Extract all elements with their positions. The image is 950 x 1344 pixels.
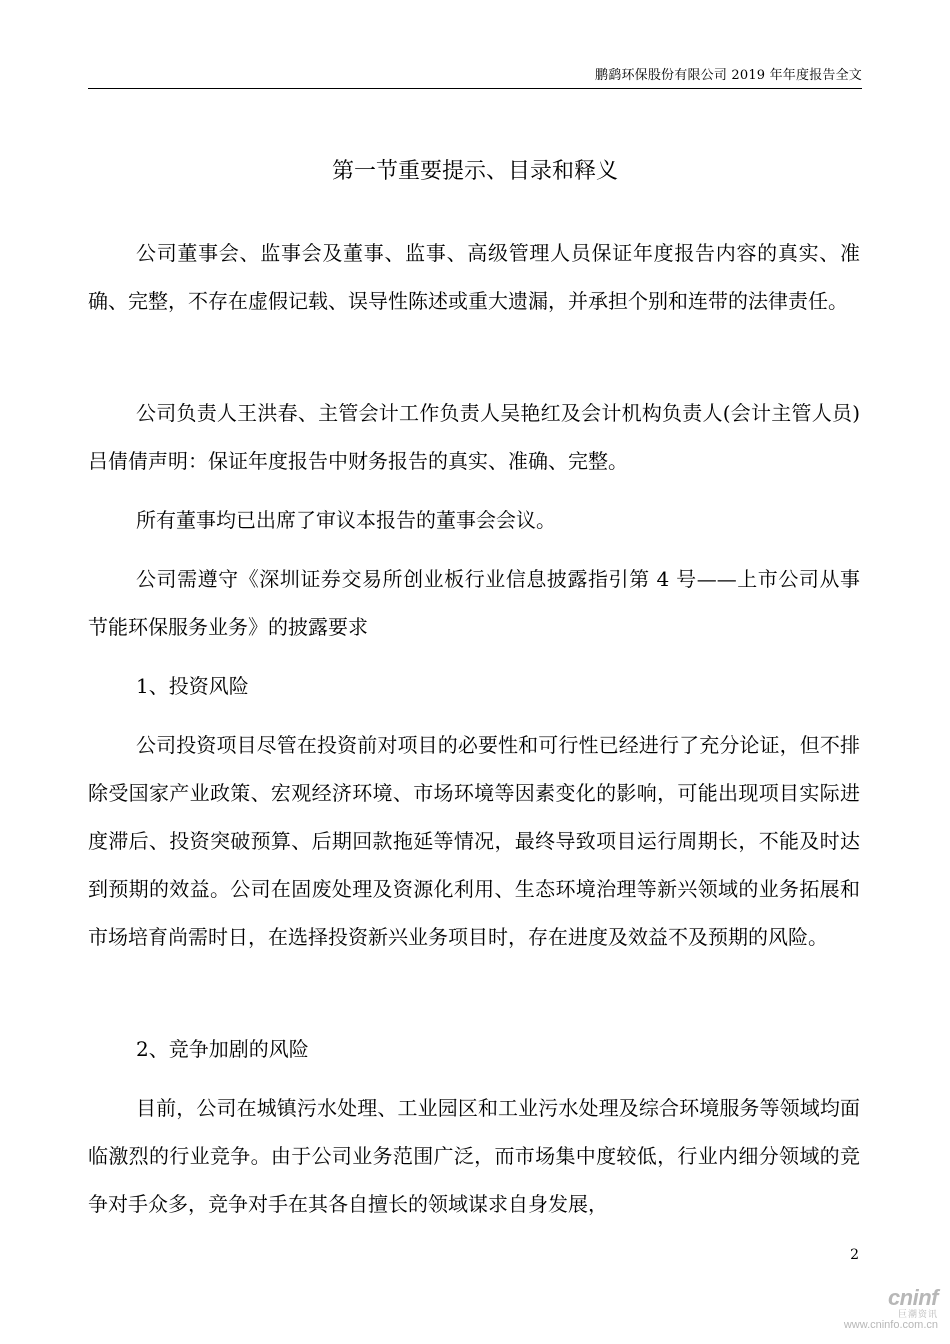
watermark-logo-subtitle: 巨潮资讯 (897, 1309, 938, 1319)
heading-investment-risk: 1、投资风险 (136, 674, 249, 698)
watermark-url: www.cninfo.com.cn (843, 1319, 938, 1331)
page-number: 2 (850, 1247, 859, 1263)
running-header: 鹏鹞环保股份有限公司 2019 年年度报告全文 (595, 68, 862, 83)
paragraph-competition-risk: 目前，公司在城镇污水处理、工业园区和工业污水处理及综合环境服务等领域均面临激烈的行业竞争。由于公司业务范围广泛，而市场集中度较低，行业内细分领域的竞争对手众多，竞争对手在其各自擅长的领域谋求自身发展， (88, 1096, 860, 1216)
cninfo-watermark (844, 1287, 938, 1332)
paragraph-statement: 公司负责人王洪春、主管会计工作负责人吴艳红及会计机构负责人(会计主管人员)吕倩倩声明：保证年度报告中财务报告的真实、准确、完整。 (88, 401, 860, 473)
heading-competition-risk: 2、竞争加剧的风险 (136, 1037, 309, 1061)
paragraph-investment-risk: 公司投资项目尽管在投资前对项目的必要性和可行性已经进行了充分论证，但不排除受国家产业政策、宏观经济环境、市场环境等因素变化的影响，可能出现项目实际进度滞后、投资突破预算、后期回款拖延等情况，最终导致项目运行周期长，不能及时达到预期的效益。公司在固废处理及资源化利用、生态环境治理等新兴领域的业务拓展和市场培育尚需时日，在选择投资新兴业务项目时，存在进度及效益不及预期的风险。 (88, 733, 860, 949)
header-divider (88, 88, 862, 89)
paragraph-disclosure-requirement: 公司需遵守《深圳证券交易所创业板行业信息披露指引第 4 号——上市公司从事节能环保服务业务》的披露要求 (88, 567, 860, 639)
watermark-logo: cninf (887, 1285, 938, 1310)
paragraph-attendance: 所有董事均已出席了审议本报告的董事会会议。 (136, 508, 556, 532)
section-title: 第一节重要提示、目录和释义 (331, 159, 618, 184)
paragraph-guarantee: 公司董事会、监事会及董事、监事、高级管理人员保证年度报告内容的真实、准确、完整，不存在虚假记载、误导性陈述或重大遗漏，并承担个别和连带的法律责任。 (88, 241, 860, 313)
